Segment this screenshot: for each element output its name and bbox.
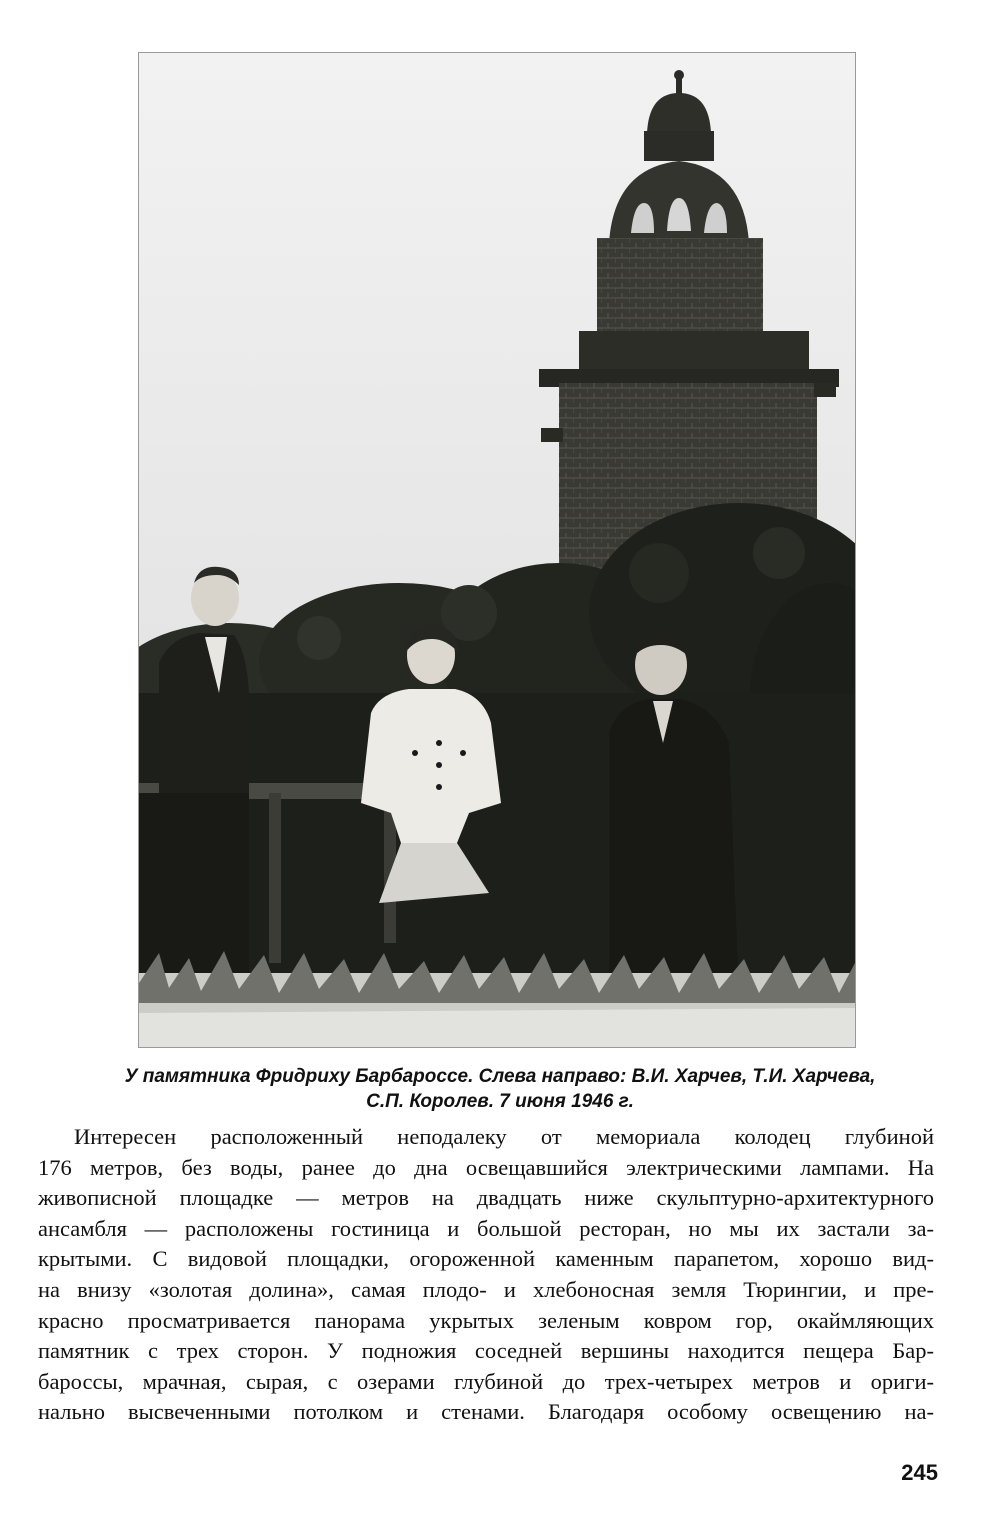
historical-photo [138,52,856,1048]
page-number: 245 [901,1460,938,1485]
photo-illustration [139,53,855,1047]
text-line: памятник с трех сторон. У подножия соседней вершины находится пещера Бар- [38,1338,934,1364]
text-line: на внизу «золотая долина», самая плодо- и хлебоносная земля Тюрингии, и пре- [38,1276,934,1302]
text-line: нально высвеченными потолком и стенами. Благодаря особому освещению на- [38,1399,934,1425]
text-line: ансамбля — расположены гостиница и большой ресторан, но мы их застали за- [38,1215,934,1241]
caption-line-1: У памятника Фридриху Барбароссе. Слева направо: В.И. Харчев, Т.И. Харчева, [124,1066,876,1087]
text-line: Интересен расположенный неподалеку от мемориала колодец глубиной [74,1124,934,1149]
text-line: красно просматривается панорама укрытых зеленым ковром гор, окаймляющих [38,1307,934,1333]
caption-line-2: С.П. Королев. 7 июня 1946 г. [366,1091,634,1112]
text-line: 176 метров, без воды, ранее до дна освещавшийся электрическими лампами. На [38,1154,934,1180]
text-line: живописной площадке — метров на двадцать ниже скульптурно-архитектурного [38,1185,934,1211]
text-line: крытыми. С видовой площадки, огороженной каменным парапетом, хорошо вид- [38,1246,934,1272]
body-paragraph [38,1122,934,1428]
photo-caption [40,1064,960,1114]
text-line: бароссы, мрачная, сырая, с озерами глубиной до трех-четырех метров и ориги- [38,1368,934,1394]
